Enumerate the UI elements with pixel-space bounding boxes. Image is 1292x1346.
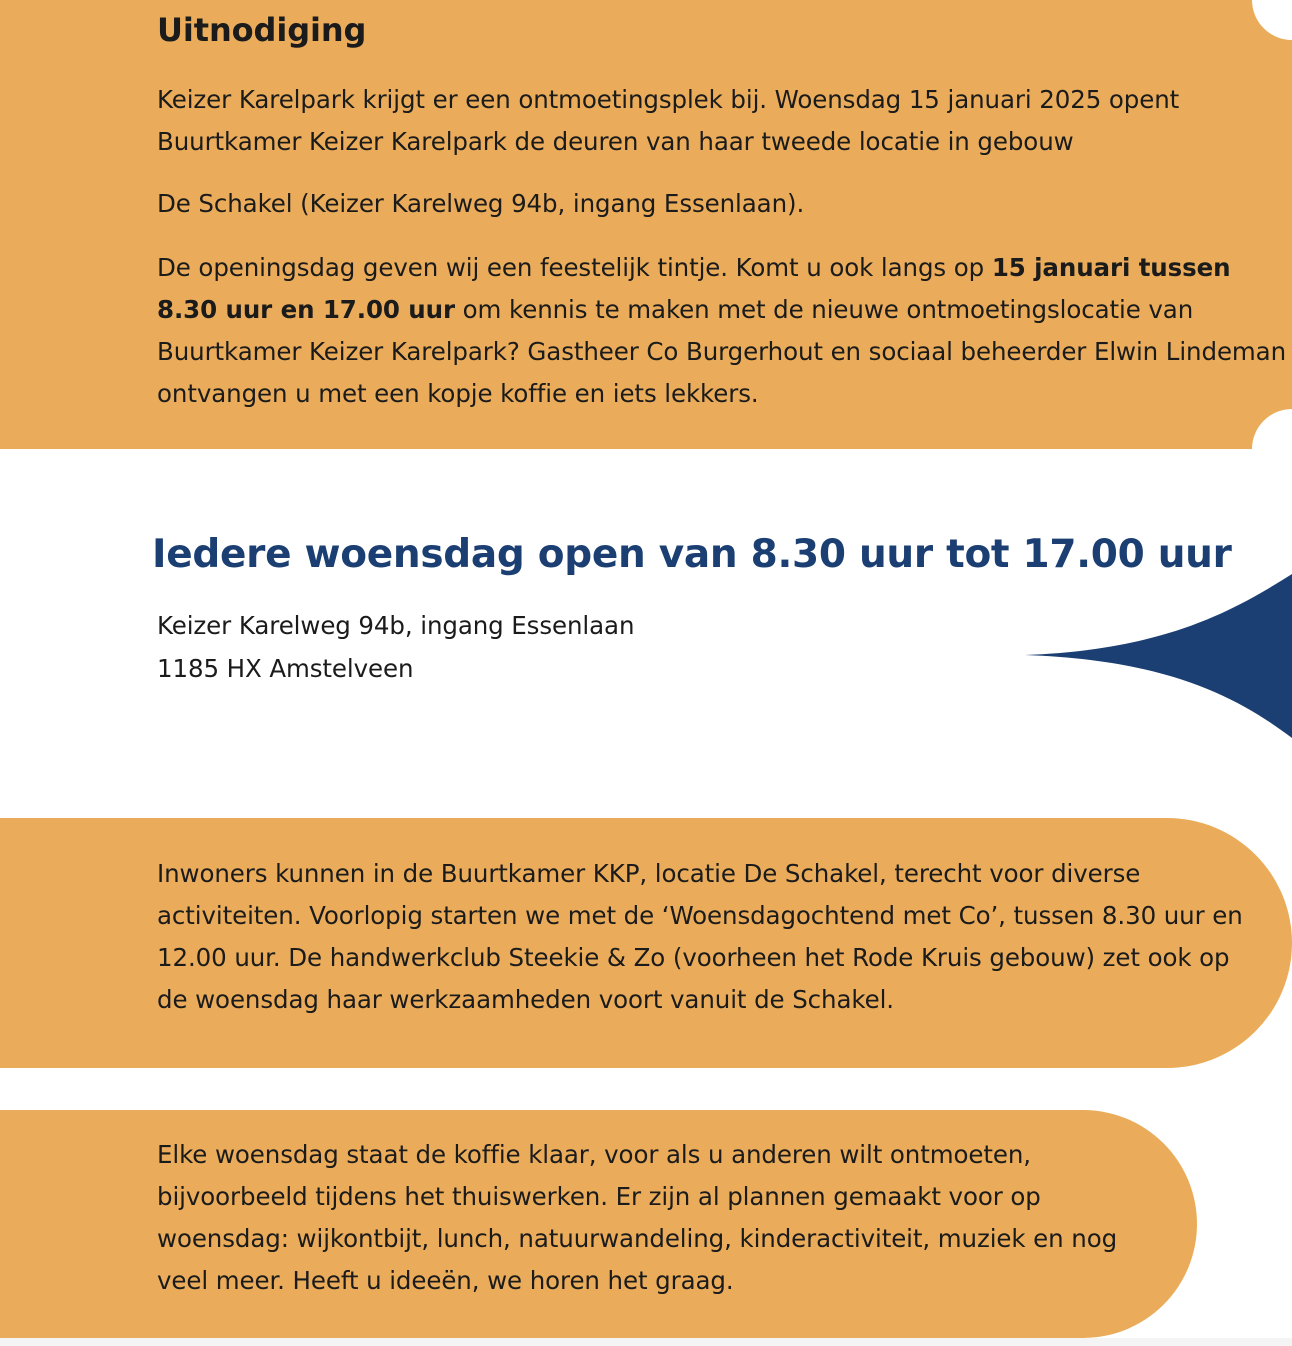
intro-title: Uitnodiging — [157, 11, 367, 49]
page-bottom-edge — [0, 1338, 1292, 1346]
decorative-blue-wedge — [1020, 570, 1292, 740]
opening-date-time: 15 januari tussen 8.30 uur en 17.00 uur — [157, 253, 1231, 324]
intro-paragraph-3 — [157, 247, 1287, 415]
decorative-corner — [1252, 409, 1292, 449]
opening-hours-heading: Iedere woensdag open van 8.30 uur tot 17.00 uur — [152, 532, 1232, 577]
decorative-corner — [1252, 0, 1292, 40]
activities-paragraph: Inwoners kunnen in de Buurtkamer KKP, locatie De Schakel, terecht voor diverse activiteiten. Voorlopig starten we met de ‘Woensdagochtend met Co’, tussen 8.30 uur en 12.00 uur. De handwerkclub Steekie & Zo (voorheen het Rode Kruis gebouw) zet ook op de woensdag haar werkzaamheden voort vanuit de Schakel. — [157, 859, 1243, 1014]
address-postcode-city: 1185 HX Amstelveen — [157, 654, 414, 683]
intro-paragraph-3-end: om kennis te maken met de nieuwe ontmoetingslocatie van Buurtkamer Keizer Karelpark? Gastheer Co Burgerhout en sociaal beheerder Elwin Lindeman ontvangen u met een kopje koffie en iets lekkers. — [157, 295, 1287, 408]
intro-paragraph-1: Keizer Karelpark krijgt er een ontmoetingsplek bij. Woensdag 15 januari 2025 opent Buurtkamer Keizer Karelpark de deuren van haar tweede locatie in gebouw — [157, 85, 1180, 156]
intro-paragraph-2: De Schakel (Keizer Karelweg 94b, ingang Essenlaan). — [157, 189, 805, 218]
intro-paragraph-3-start: De openingsdag geven wij een feestelijk tintje. Komt u ook langs op — [157, 253, 992, 282]
coffee-paragraph: Elke woensdag staat de koffie klaar, voor als u anderen wilt ontmoeten, bijvoorbeeld tijdens het thuiswerken. Er zijn al plannen gemaakt voor op woensdag: wijkontbijt, lunch, natuurwandeling, kinderactiviteit, muziek en nog veel meer. Heeft u ideeën, we horen het graag. — [157, 1140, 1118, 1295]
address-street: Keizer Karelweg 94b, ingang Essenlaan — [157, 611, 635, 640]
